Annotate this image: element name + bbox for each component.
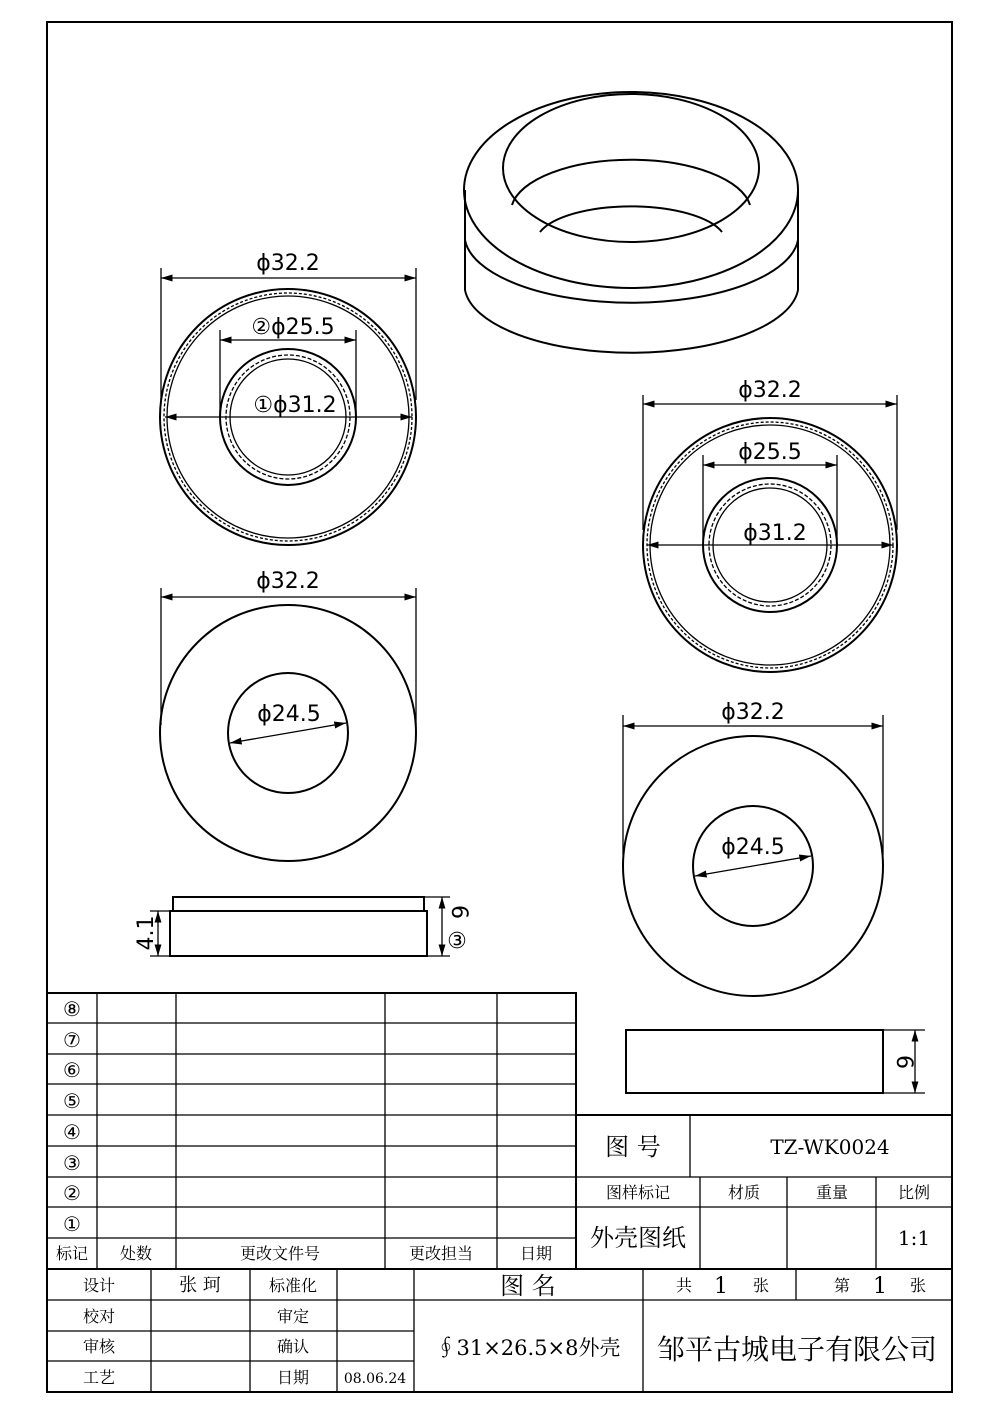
col-sample: 图样标记	[605, 1183, 671, 1202]
date-label: 日期	[276, 1368, 310, 1387]
header-change-owner: 更改担当	[408, 1244, 474, 1263]
dim-right-top-mid: ϕ31.2	[743, 521, 807, 546]
designer: 张 珂	[179, 1275, 221, 1296]
col-scale: 比例	[897, 1183, 931, 1202]
row-mark-4: ④	[63, 1120, 81, 1144]
date-value: 08.06.24	[343, 1371, 407, 1387]
total-value: 1	[714, 1274, 728, 1299]
confirm-label: 确认	[276, 1337, 310, 1356]
title-block-bottom	[47, 1269, 952, 1392]
design-label: 设计	[82, 1276, 116, 1295]
right-top-view	[643, 378, 897, 672]
right-side-view	[626, 1030, 925, 1093]
drawing-no: TZ-WK0024	[770, 1135, 890, 1159]
review-label: 审核	[82, 1337, 116, 1356]
header-count: 处数	[119, 1244, 153, 1263]
row-mark-8: ⑧	[63, 997, 81, 1021]
drawing-no-label: 图 号	[605, 1133, 661, 1161]
row-mark-7: ⑦	[63, 1028, 81, 1052]
sheet-label-b: 张	[909, 1276, 927, 1295]
company-name: 邹平古城电子有限公司	[656, 1333, 938, 1366]
header-change-doc: 更改文件号	[239, 1244, 321, 1263]
dim-side-mark: ③	[447, 929, 467, 954]
header-date: 日期	[519, 1244, 553, 1263]
header-mark: 标记	[55, 1244, 89, 1263]
row-mark-2: ②	[63, 1181, 81, 1205]
standard-label: 标准化	[268, 1276, 318, 1295]
dim-top-left-inner1: ①ϕ31.2	[253, 393, 337, 418]
dim-top-left-inner2: ②ϕ25.5	[251, 315, 335, 340]
row-mark-5: ⑤	[63, 1089, 81, 1113]
revision-table	[47, 993, 576, 1269]
dim-right-top-outer: ϕ32.2	[738, 378, 802, 403]
drawing-name: ∮31×26.5×8外壳	[435, 1336, 621, 1360]
scale-value: 1:1	[897, 1226, 931, 1250]
dim-right-bot-inner: ϕ24.5	[721, 835, 785, 860]
dim-mid-left-inner: ϕ24.5	[257, 702, 321, 727]
row-mark-6: ⑥	[63, 1058, 81, 1082]
dim-right-top-inner: ϕ25.5	[738, 440, 802, 465]
dim-right-bot-outer: ϕ32.2	[721, 700, 785, 725]
isometric-ring-view	[464, 92, 798, 353]
col-weight: 重量	[815, 1183, 849, 1202]
sheet-label-a: 第	[833, 1276, 851, 1295]
middle-left-view	[160, 569, 416, 861]
dim-side-height-b: 6	[446, 905, 471, 919]
right-bottom-view	[623, 700, 883, 996]
dim-side-height-a: 4.1	[134, 915, 159, 951]
sample-value: 外壳图纸	[590, 1224, 686, 1252]
process-label: 工艺	[82, 1368, 116, 1387]
left-side-view	[134, 897, 471, 956]
approve-label: 审定	[276, 1307, 310, 1326]
top-left-view	[160, 251, 416, 545]
row-mark-3: ③	[63, 1151, 81, 1175]
row-mark-1: ①	[63, 1212, 81, 1236]
dim-top-left-outer: ϕ32.2	[256, 251, 320, 276]
total-label-a: 共	[675, 1276, 693, 1295]
dim-mid-left-outer: ϕ32.2	[256, 569, 320, 594]
total-label-b: 张	[752, 1276, 770, 1295]
col-material: 材质	[727, 1183, 761, 1202]
title-block-right	[576, 1115, 952, 1269]
sheet-value: 1	[873, 1274, 887, 1299]
dim-right-side-height: 6	[891, 1055, 916, 1069]
drawing-name-label: 图 名	[500, 1272, 556, 1300]
check-label: 校对	[82, 1307, 116, 1326]
